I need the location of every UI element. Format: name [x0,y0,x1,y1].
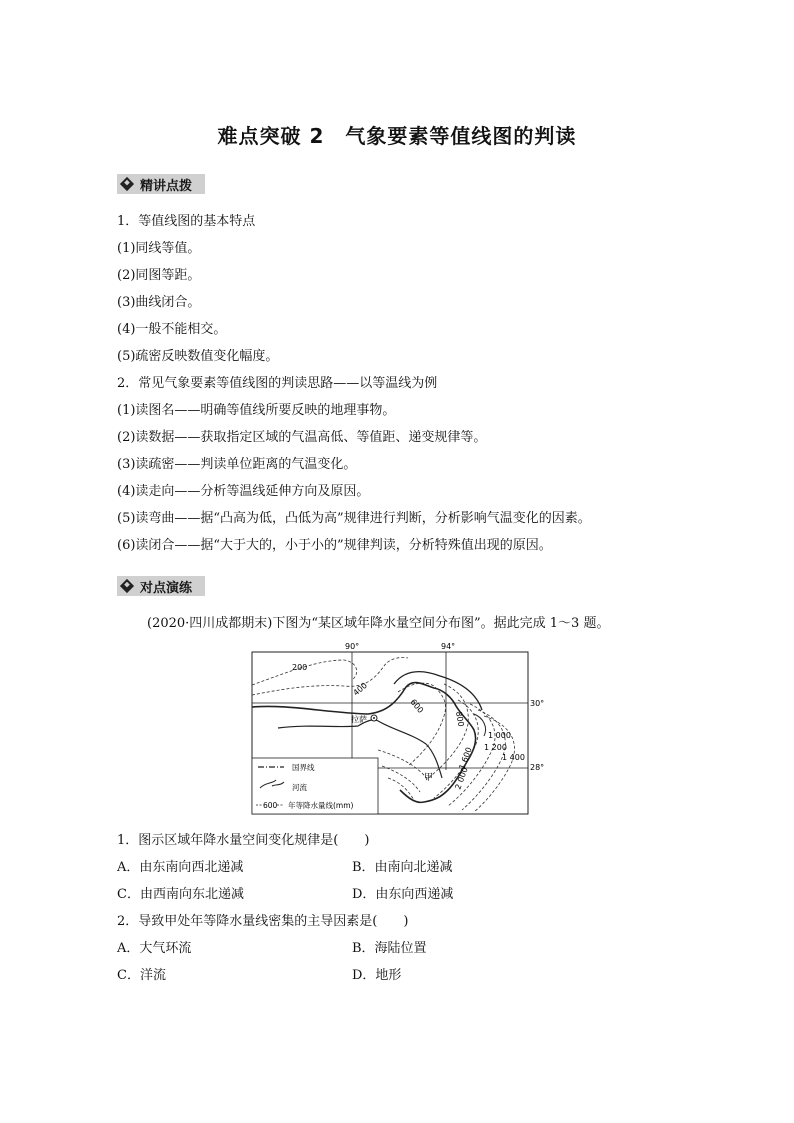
list-item: (3)读疏密——判读单位距离的气温变化。 [117,457,357,472]
legend-river: 河流 [292,783,307,792]
heading-2: 2．常见气象要素等值线图的判读思路——以等温线为例 [117,376,438,391]
lat-label: 28° [530,763,545,772]
list-item: (4)读走向——分析等温线延伸方向及原因。 [117,484,370,499]
section-badge-jingjiang [117,174,205,194]
badge-label: 精讲点拨 [140,178,193,194]
isohyet-label: 400 [351,680,369,698]
isohyet-label: 800 [454,710,466,728]
q2-option-a: A．大气环流 [117,941,192,956]
list-item: (5)读弯曲——据“凸高为低，凸低为高”规律进行判断，分析影响气温变化的因素。 [117,511,591,526]
isohyet-label: 1 600 [457,746,474,771]
list-item: (3)曲线闭合。 [117,295,201,310]
legend-border: 国界线 [292,763,315,772]
q1-option-a: A．由东南向西北递减 [117,860,244,875]
lat-label: 30° [530,699,545,708]
question-2-stem: 2．导致甲处年等降水量线密集的主导因素是( ) [117,914,409,929]
legend-iso-sample: 600 [263,801,278,810]
legend-iso: 年等降水量线(mm) [288,801,354,810]
q1-option-b: B．由南向北递减 [352,860,453,875]
isohyet-label: 2 000 [453,766,470,791]
isohyet-label: 1 200 [484,743,507,752]
question-1-stem: 1．图示区域年降水量空间变化规律是( ) [117,833,370,848]
isohyet-label: 200 [292,663,308,672]
city-label: 拉萨 [351,715,367,724]
lon-label: 90° [345,642,360,651]
list-item: (1)读图名——明确等值线所要反映的地理事物。 [117,403,396,418]
lon-label: 94° [441,642,456,651]
diamond-icon [120,579,134,593]
precipitation-map [248,640,558,818]
isohyet-label: 1 000 [488,731,511,740]
question-intro: (2020·四川成都期末)下图为“某区域年降水量空间分布图”。据此完成 1～3 题。 [147,616,610,631]
list-item: (5)疏密反映数值变化幅度。 [117,349,279,364]
list-item: (1)同线等值。 [117,241,201,256]
heading-1: 1．等值线图的基本特点 [117,214,256,229]
list-item: (2)同图等距。 [117,268,201,283]
list-item: (6)读闭合——据“大于大的，小于小的”规律判读，分析特殊值出现的原因。 [117,538,552,553]
isohyet-label: 600 [408,697,426,715]
q2-option-b: B．海陆位置 [352,941,427,956]
jia-label: 甲 [424,773,434,783]
q2-option-c: C．洋流 [117,968,166,983]
q1-option-c: C．由西南向东北递减 [117,887,244,902]
section-badge-duidian [117,576,205,596]
diamond-icon [120,177,134,191]
page-title: 难点突破 2 气象要素等值线图的判读 [217,124,577,148]
q1-option-d: D．由东向西递减 [352,887,454,902]
isohyet-label: 1 400 [502,753,525,762]
q2-option-d: D．地形 [352,968,402,983]
badge-label: 对点演练 [140,580,193,596]
list-item: (2)读数据——获取指定区域的气温高低、等值距、递变规律等。 [117,430,487,445]
list-item: (4)一般不能相交。 [117,322,227,337]
